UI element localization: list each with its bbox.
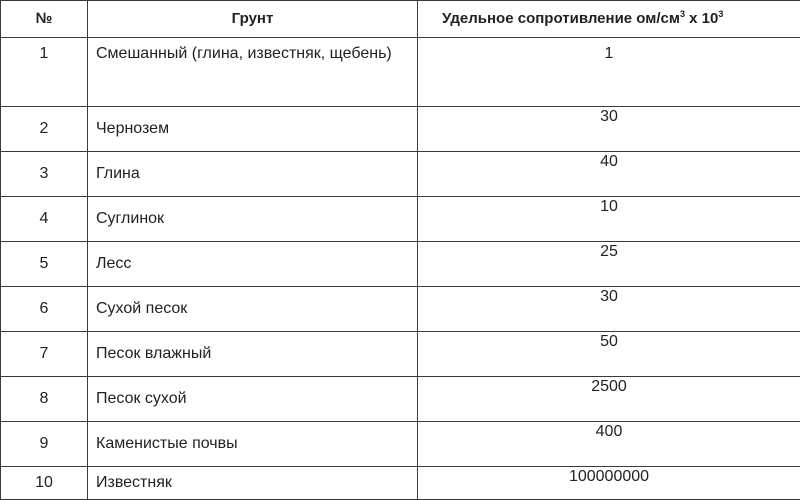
- table-row: [1, 107, 800, 152]
- table-header: [1, 1, 800, 38]
- row-value: 1: [418, 38, 800, 107]
- row-number: 2: [1, 107, 88, 152]
- row-value: 25: [418, 242, 800, 287]
- row-soil: Смешанный (глина, известняк, щебень): [88, 38, 418, 107]
- row-number: 5: [1, 242, 88, 287]
- row-soil: Известняк: [88, 467, 418, 500]
- header-resistivity-exp-unit: 3: [680, 9, 685, 19]
- header-number: №: [1, 1, 88, 38]
- row-value: 40: [418, 152, 800, 197]
- table-body: [1, 38, 800, 500]
- header-soil: Грунт: [88, 1, 418, 38]
- row-value: 100000000: [418, 467, 800, 500]
- header-resistivity: [418, 1, 800, 38]
- row-value: 2500: [418, 377, 800, 422]
- header-resistivity-exp-power: 3: [718, 9, 723, 19]
- row-value: 400: [418, 422, 800, 467]
- row-number: 4: [1, 197, 88, 242]
- row-number: 8: [1, 377, 88, 422]
- row-number: 7: [1, 332, 88, 377]
- row-soil: Чернозем: [88, 107, 418, 152]
- row-soil: Суглинок: [88, 197, 418, 242]
- table-row: [1, 197, 800, 242]
- row-soil: Песок сухой: [88, 377, 418, 422]
- header-resistivity-label: Удельное сопротивление ом/см: [442, 10, 680, 27]
- table-row: [1, 422, 800, 467]
- row-number: 6: [1, 287, 88, 332]
- row-soil: Глина: [88, 152, 418, 197]
- table-row: [1, 287, 800, 332]
- table-row: [1, 332, 800, 377]
- row-soil: Каменистые почвы: [88, 422, 418, 467]
- row-soil: Сухой песок: [88, 287, 418, 332]
- table-row: [1, 152, 800, 197]
- row-value: 30: [418, 287, 800, 332]
- row-value: 30: [418, 107, 800, 152]
- row-soil: Лесс: [88, 242, 418, 287]
- row-value: 50: [418, 332, 800, 377]
- table-row: [1, 242, 800, 287]
- row-number: 3: [1, 152, 88, 197]
- row-number: 1: [1, 38, 88, 107]
- table-row: [1, 377, 800, 422]
- table-row: [1, 467, 800, 500]
- header-row: [1, 1, 800, 38]
- header-resistivity-multiplier: х 10: [685, 10, 718, 27]
- table-row: [1, 38, 800, 107]
- row-soil: Песок влажный: [88, 332, 418, 377]
- row-number: 9: [1, 422, 88, 467]
- row-value: 10: [418, 197, 800, 242]
- row-number: 10: [1, 467, 88, 500]
